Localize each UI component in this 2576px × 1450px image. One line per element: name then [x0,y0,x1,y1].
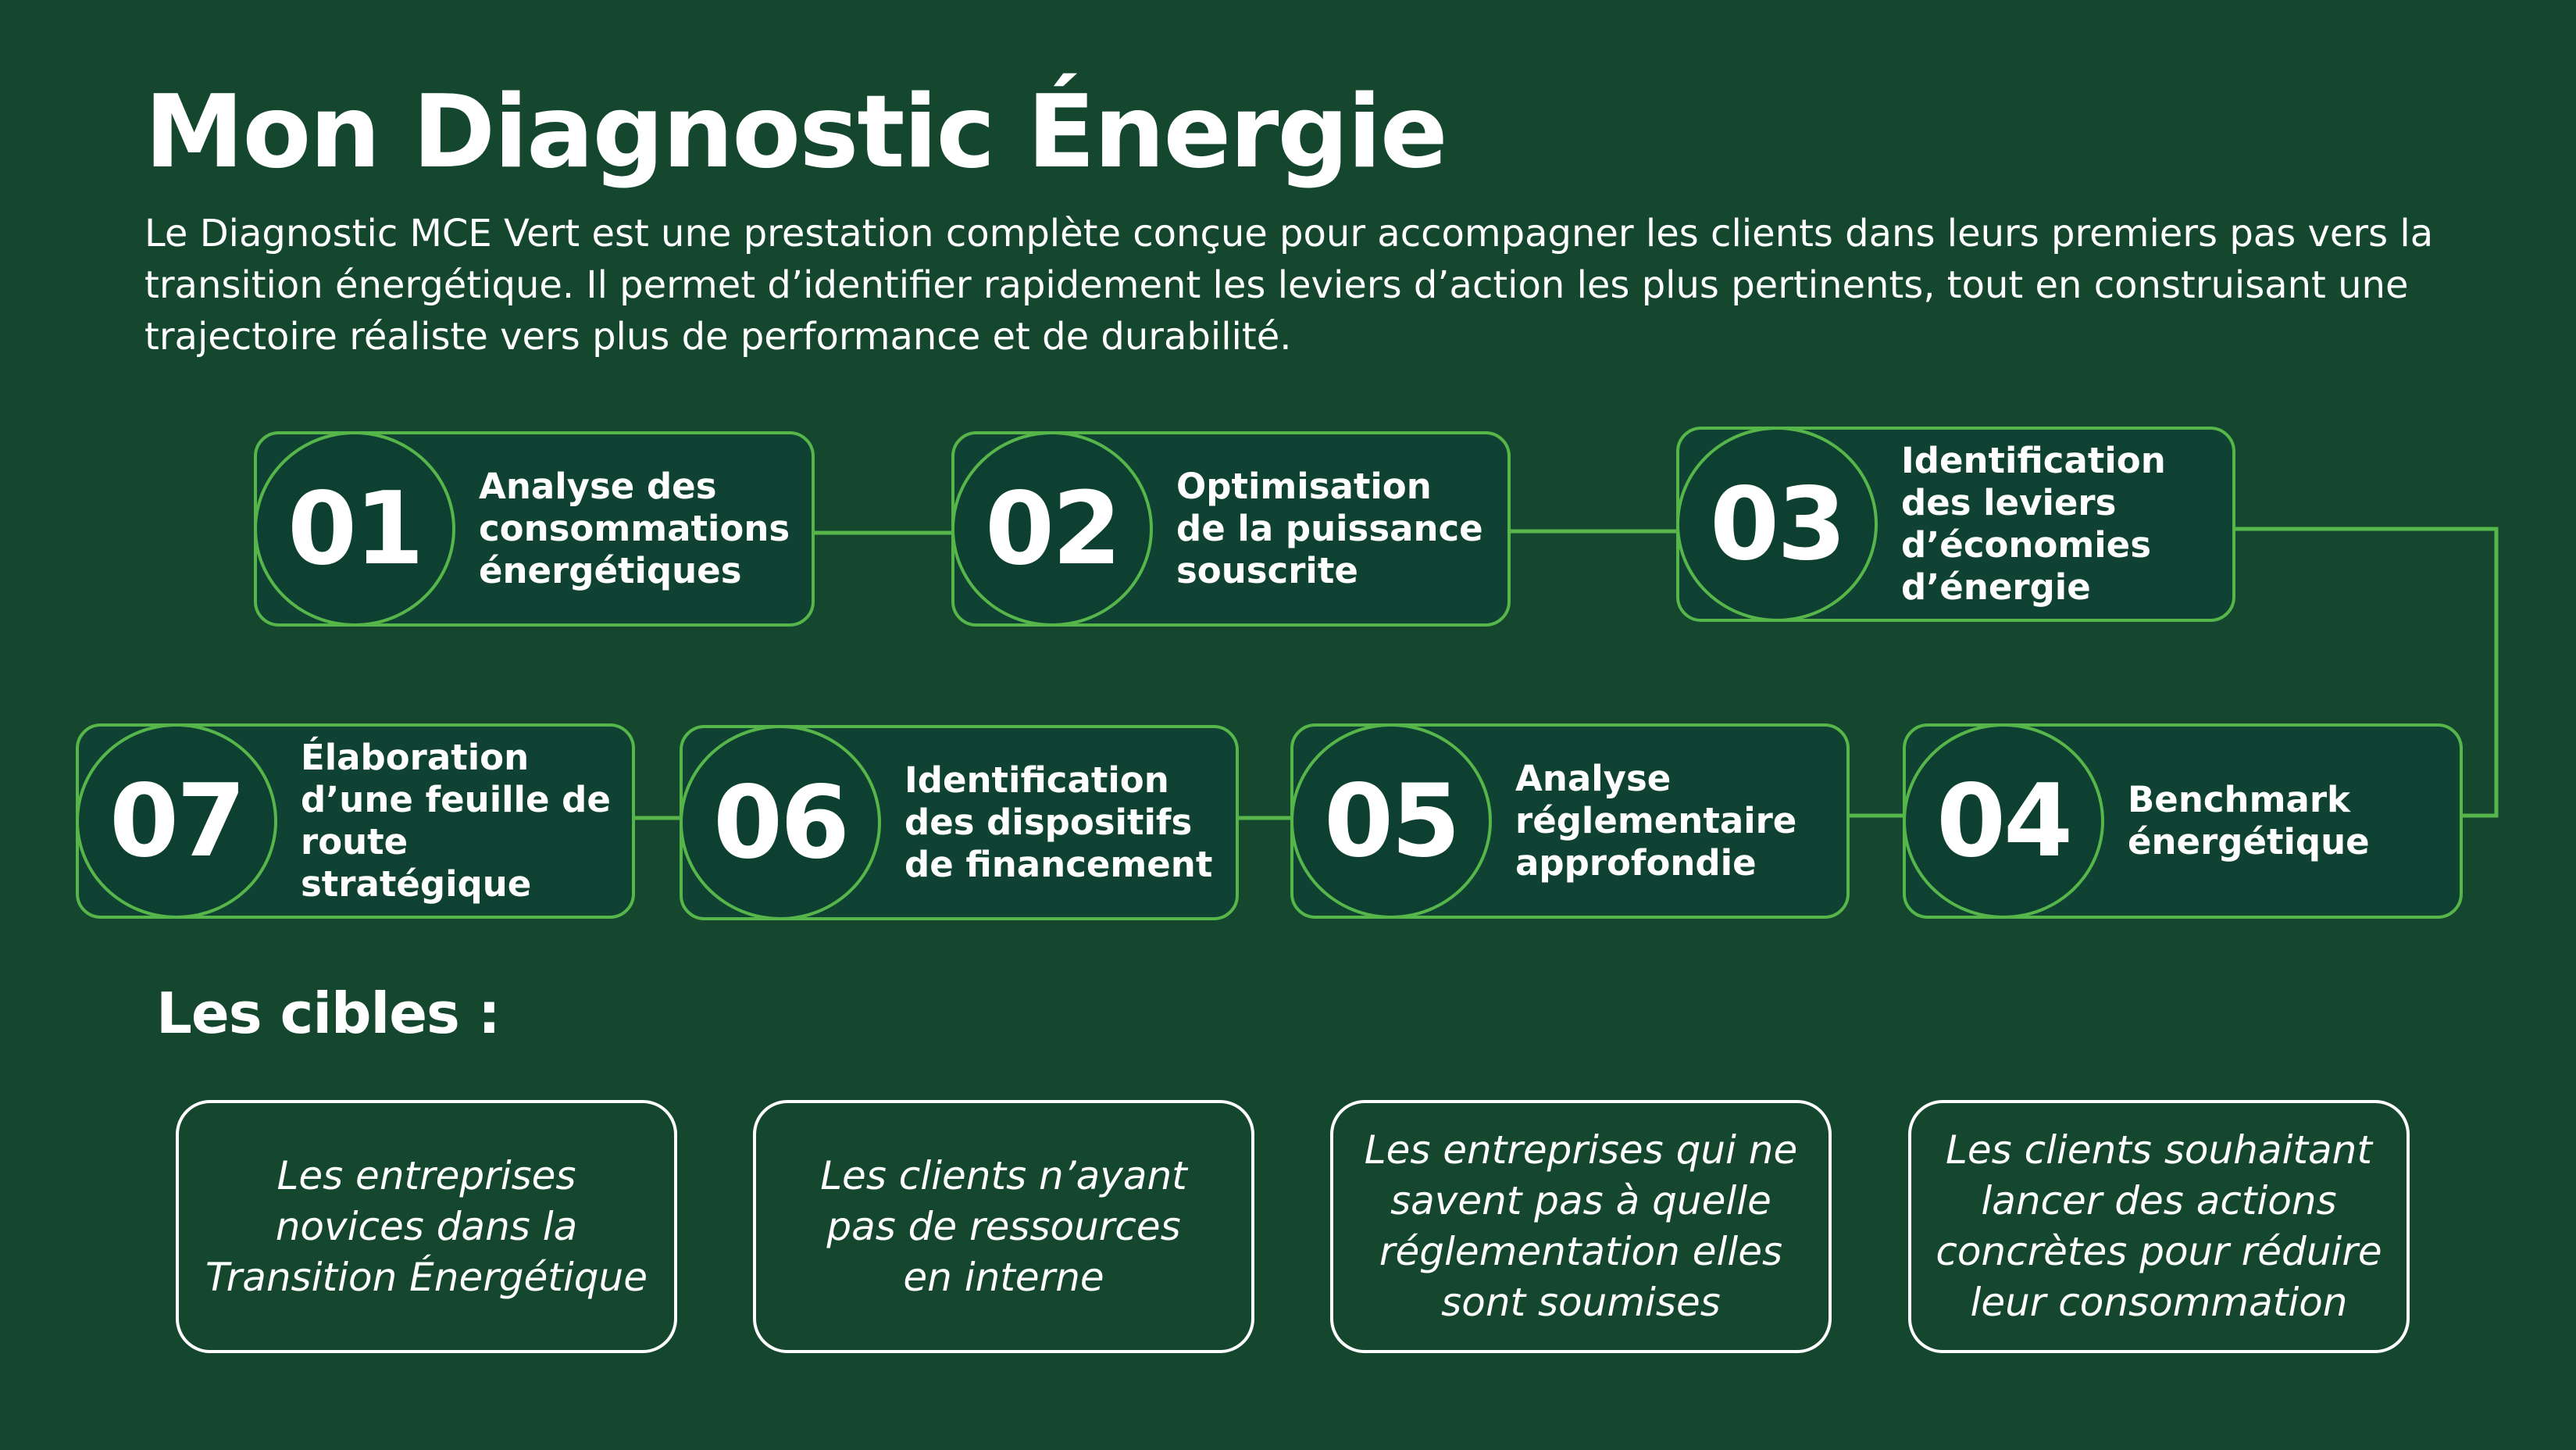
step-05-label: Analyse réglementaire approfondie [1515,758,1797,884]
step-03-label: Identification des leviers d’économies d’énergie [1901,440,2166,608]
step-01-label: Analyse des consommations énergétiques [479,466,790,591]
step-07-number: 07 [76,723,277,919]
step-06 [680,725,1239,920]
step-01-number: 01 [254,431,455,627]
step-03-number: 03 [1676,427,1878,622]
step-03 [1676,427,2235,622]
step-01 [254,431,815,627]
intro-paragraph: Le Diagnostic MCE Vert est une prestation complète conçue pour accompagner les clients dans leurs premiers pas vers la transition énergétique. Il permet d’identifier rapidement les leviers d’action les plus pertinents, tout en construisant une trajectoire réaliste vers plus de performance et de durabilité. [144,212,2434,359]
targets-heading: Les cibles : [156,980,500,1046]
step-06-number: 06 [680,725,881,920]
step-07 [76,723,635,919]
step-04-label: Benchmark énergétique [2128,779,2370,862]
step-04-number: 04 [1903,723,2104,919]
step-02 [951,431,1511,627]
step-02-label: Optimisation de la puissance souscrite [1176,466,1483,591]
step-02-number: 02 [951,431,1153,627]
step-04 [1903,723,2463,919]
step-05 [1290,723,1850,919]
step-05-number: 05 [1290,723,1492,919]
target-card-4: Les clients souhaitant lancer des actions concrètes pour réduire leur consommation [1908,1100,2410,1353]
target-card-2: Les clients n’ayant pas de ressources en interne [753,1100,1254,1353]
target-card-1: Les entreprises novices dans la Transition Énergétique [176,1100,677,1353]
step-07-label: Élaboration d’une feuille de route stratégique [301,737,611,905]
target-card-3: Les entreprises qui ne savent pas à quelle réglementation elles sont soumises [1330,1100,1832,1353]
page-title: Mon Diagnostic Énergie [144,74,1447,191]
step-06-label: Identification des dispositifs de financement [904,759,1213,885]
